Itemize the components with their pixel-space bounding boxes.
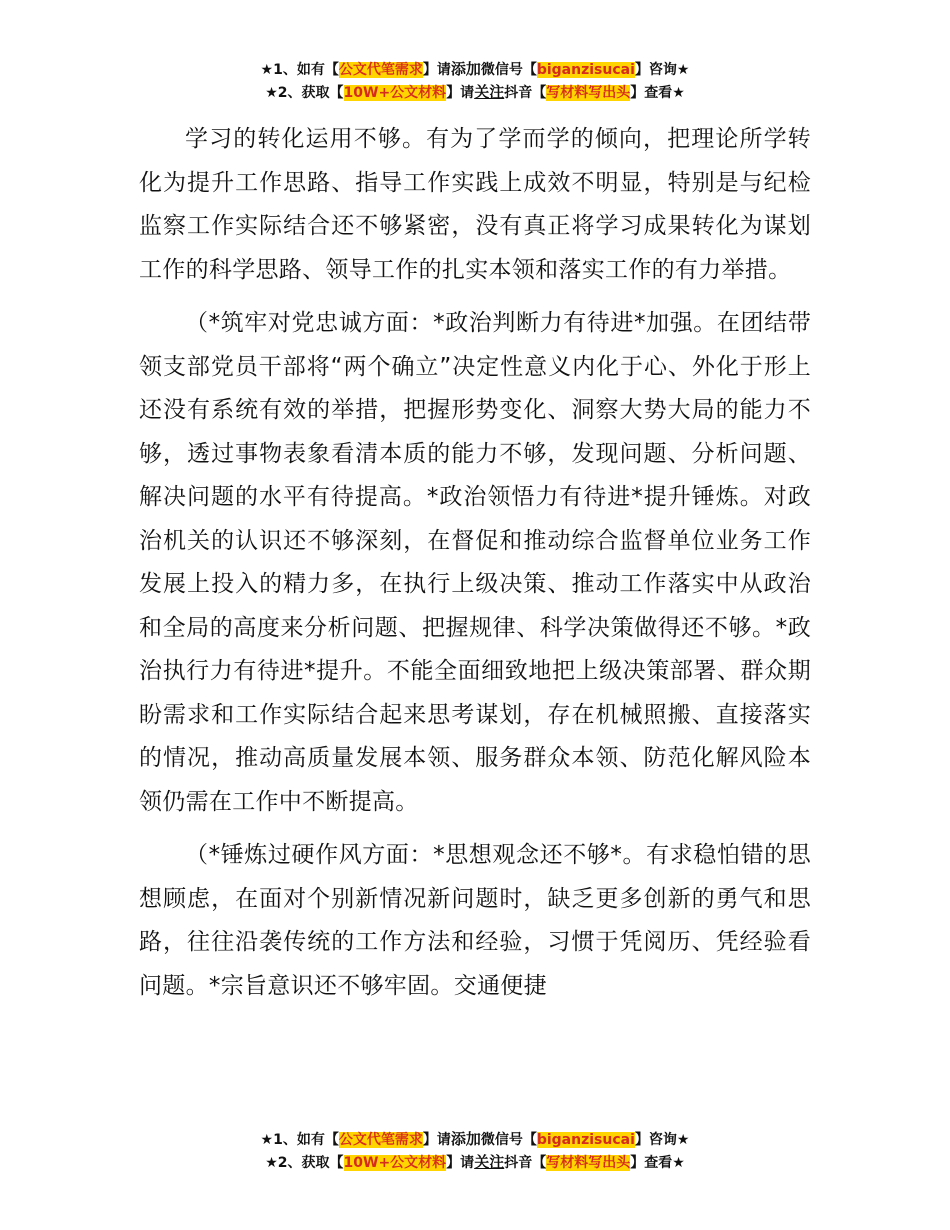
banner-text: 】请 [446,85,475,101]
banner-line-1 [0,58,950,81]
highlight-tag: 写材料写出头 [546,85,631,101]
highlight-tag: biganzisucai [536,62,635,78]
highlight-tag: 公文代笔需求 [338,1132,423,1148]
paragraph: 学习的转化运用不够。有为了学而学的倾向，把理论所学转化为提升工作思路、指导工作实践上成效不明显，特别是与纪检监察工作实际结合还不够紧密，没有真正将学习成果转化为谋划工作的科学思路、领导工作的扎实本领和落实工作的有力举措。 [139,126,811,283]
banner-text: ★2、获取【 [265,85,344,101]
banner-text: 】查看★ [630,1155,685,1171]
banner-text: ★2、获取【 [265,1155,344,1171]
banner-text: 抖音【 [504,85,547,101]
banner-text: 】咨询★ [634,62,690,78]
paragraph: （*筑牢对党忠诚方面：*政治判断力有待进*加强。在团结带领支部党员干部将“两个确立”决定性意义内化于心、外化于形上还没有系统有效的举措，把握形势变化、洞察大势大局的能力不够，透过事物表象看清本质的能力不够，发现问题、分析问题、解决问题的水平有待提高。*政治领悟力有待进*提升锤炼。对政治机关的认识还不够深刻，在督促和推动综合监督单位业务工作发展上投入的精力多，在执行上级决策、推动工作落实中从政治和全局的高度来分析问题、把握规律、科学决策做得还不够。*政治执行力有待进*提升。不能全面细致地把上级决策部署、群众期盼需求和工作实际结合起来思考谋划，存在机械照搬、直接落实的情况，推动高质量发展本领、服务群众本领、防范化解风险本领仍需在工作中不断提高。 [139,310,811,815]
highlight-tag: 公文代笔需求 [338,62,423,78]
banner-text: 微信号【 [480,62,537,78]
banner-text: ★1、如有【 [260,1132,339,1148]
highlight-tag: 写材料写出头 [546,1155,631,1171]
highlight-tag: 10W+公文材料 [343,85,447,101]
paragraph: （*锤炼过硬作风方面：*思想观念还不够*。有求稳怕错的思想顾虑，在面对个别新情况新问题时，缺乏更多创新的勇气和思路，往往沿袭传统的工作方法和经验，习惯于凭阅历、凭经验看问题。*宗旨意识还不够牢固。交通便捷 [139,842,811,999]
banner-text: ★1、如有【 [260,62,339,78]
banner-text: 】请 [422,1132,451,1148]
banner-text: 微信号【 [480,1132,537,1148]
banner-text: 】咨询★ [634,1132,690,1148]
banner-line-2 [0,1151,950,1174]
banner-line-2 [0,81,950,104]
banner-text: 】请 [446,1155,475,1171]
banner-emphasis: 关注 [474,83,505,101]
banner-text: 】查看★ [630,85,685,101]
highlight-tag: biganzisucai [536,1132,635,1148]
banner-emphasis: 关注 [474,1153,505,1171]
highlight-tag: 10W+公文材料 [343,1155,447,1171]
banner-text: 抖音【 [504,1155,547,1171]
banner-emphasis: 添加 [450,1130,481,1148]
banner-line-1 [0,1128,950,1151]
header-banner [0,58,950,104]
banner-text: 】请 [422,62,451,78]
banner-emphasis: 添加 [450,60,481,78]
document-body [139,118,811,1018]
footer-banner [0,1128,950,1174]
